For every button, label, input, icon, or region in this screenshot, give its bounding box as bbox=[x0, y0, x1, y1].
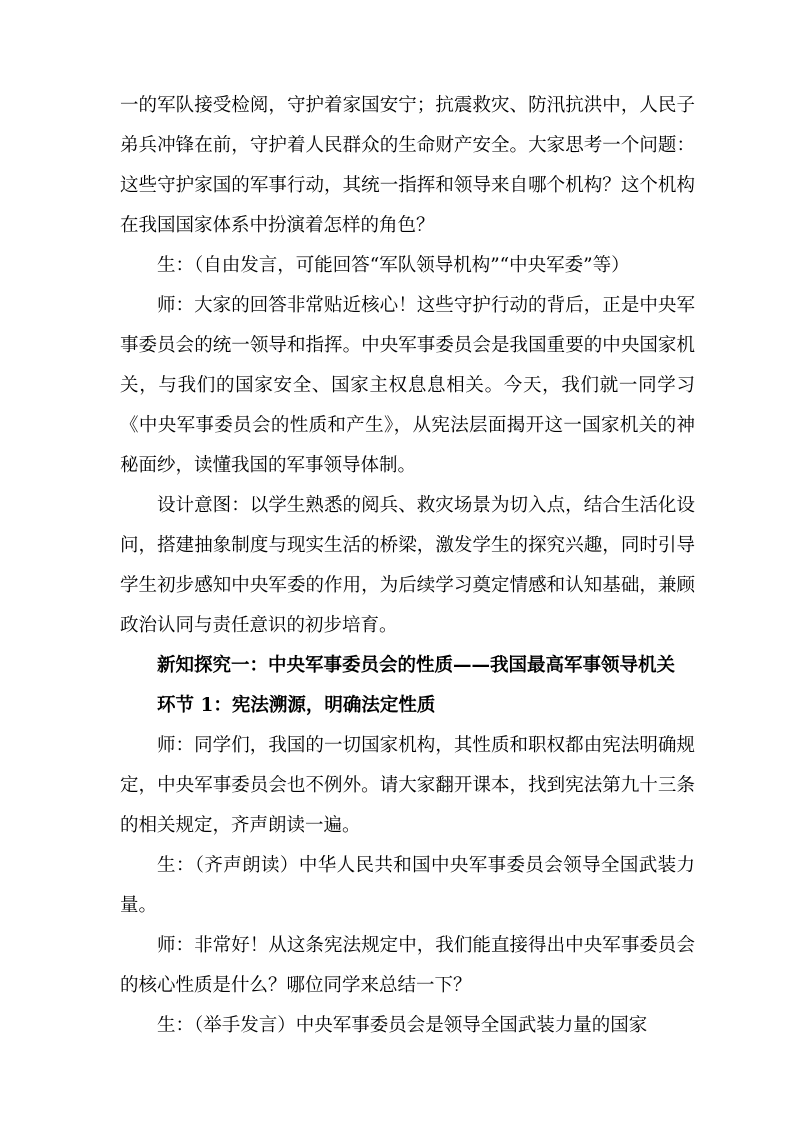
paragraph-teacher-question: 师：非常好！从这条宪法规定中，我们能直接得出中央军事委员会的核心性质是什么？哪位同学来总结一下？ bbox=[120, 935, 695, 996]
paragraph-student-answer-2: 生：（举手发言）中央军事委员会是领导全国武装力量的国家 bbox=[157, 1015, 648, 1036]
paragraph-teacher-intro: 师：大家的回答非常贴近核心！这些守护行动的背后，正是中央军事委员会的统一领导和指挥。中央军事委员会是我国重要的中央国家机关，与我们的国家安全、国家主权息息相关。今天，我们就一同学习《中央军事委员会的性质和产生》，从宪法层面揭开这一国家机关的神秘面纱，读懂我国的军事领导体制。 bbox=[120, 295, 695, 476]
paragraph-teacher-constitution: 师：同学们，我国的一切国家机构，其性质和职权都由宪法明确规定，中央军事委员会也不例外。请大家翻开课本，找到宪法第九十三条的相关规定，齐声朗读一遍。 bbox=[120, 735, 695, 836]
section-heading-exploration-1: 新知探究一：中央军事委员会的性质——我国最高军事领导机关 bbox=[157, 655, 676, 676]
paragraph-military-actions: 一的军队接受检阅，守护着家国安宁；抗震救灾、防汛抗洪中，人民子弟兵冲锋在前，守护着人民群众的生命财产安全。大家思考一个问题：这些守护家国的军事行动，其统一指挥和领导来自哪个机构？这个机构在我国国家体系中扮演着怎样的角色？ bbox=[120, 95, 695, 236]
paragraph-student-answer-1: 生：（自由发言，可能回答“军队领导机构”“中央军委”等） bbox=[157, 255, 630, 276]
document-body bbox=[120, 86, 695, 1046]
paragraph-student-reading: 生：（齐声朗读）中华人民共和国中央军事委员会领导全国武装力量。 bbox=[120, 855, 695, 916]
paragraph-design-intent: 设计意图：以学生熟悉的阅兵、救灾场景为切入点，结合生活化设问，搭建抽象制度与现实生活的桥梁，激发学生的探究兴趣，同时引导学生初步感知中央军委的作用，为后续学习奠定情感和认知基础，兼顾政治认同与责任意识的初步培育。 bbox=[120, 495, 695, 636]
subsection-heading-step-1: 环节 1：宪法溯源，明确法定性质 bbox=[157, 695, 436, 716]
